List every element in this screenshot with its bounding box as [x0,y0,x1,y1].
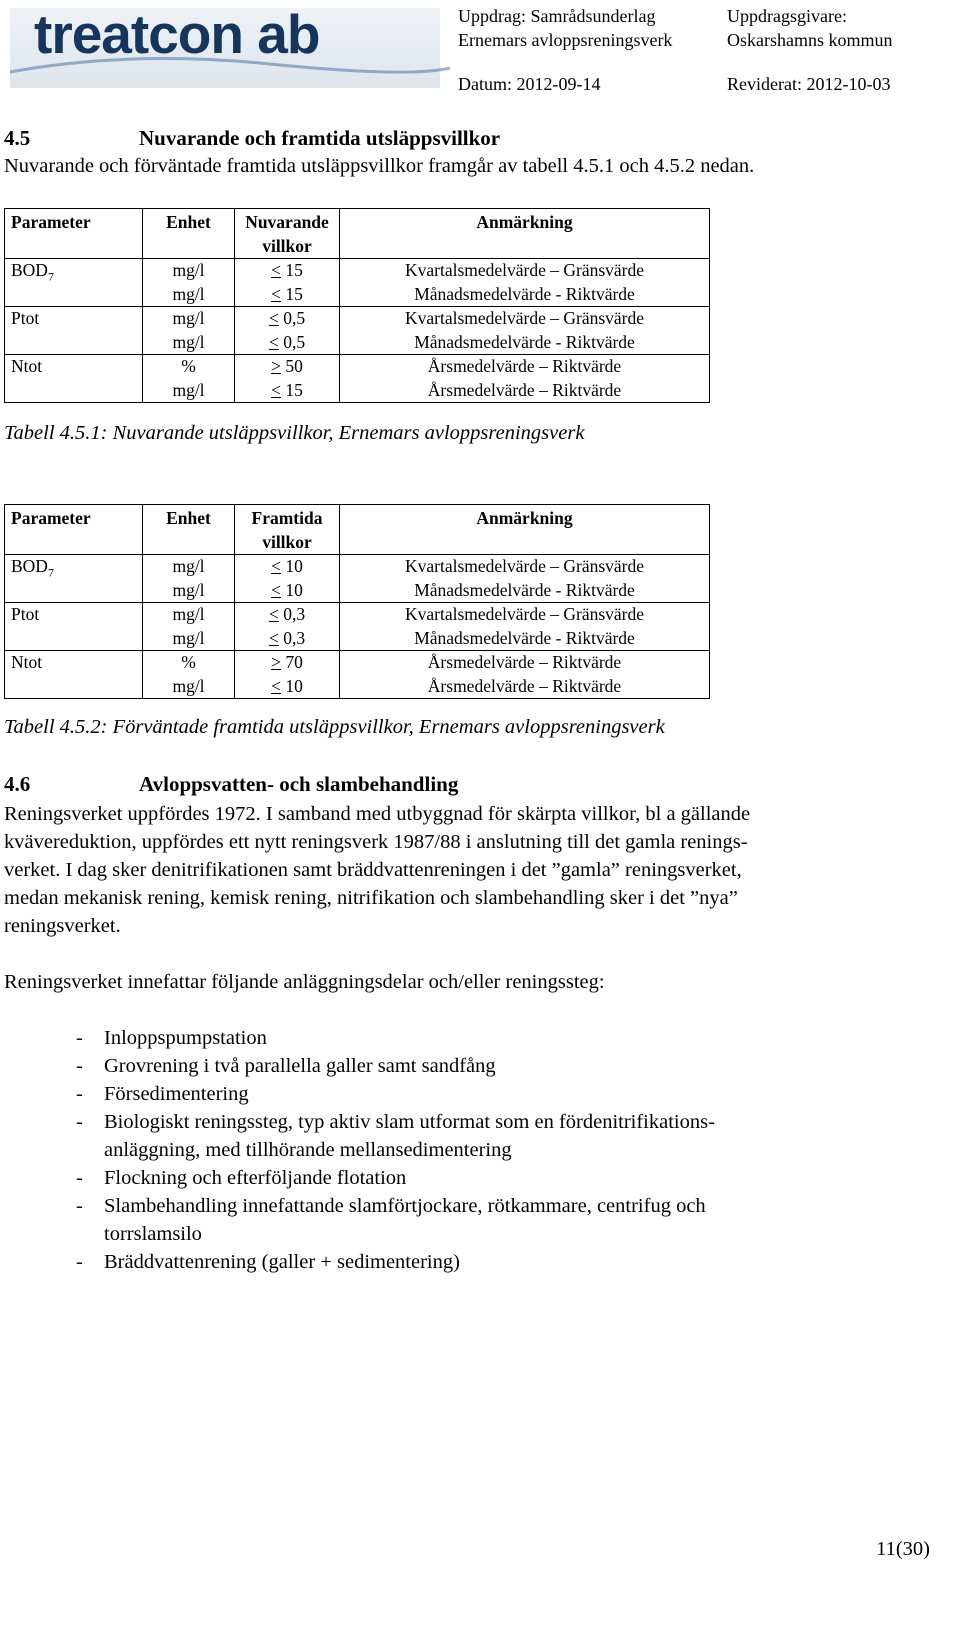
operator: < [271,379,281,400]
table-header-row [5,505,710,555]
operator: < [271,260,281,280]
unit-value: mg/l [172,308,205,328]
limit-value: 70 [285,652,303,672]
remark-cell [340,651,710,699]
logo-text: treatcon ab [34,3,320,65]
process-steps-list [0,1024,715,1276]
parameter-name: BOD [11,556,48,576]
limit-value: 10 [285,675,303,696]
value-cell [235,555,340,603]
remark-text: Kvartalsmedelvärde – Gränsvärde [404,260,645,280]
list-item-text: anläggning, med tillhörande mellansedimentering [104,1139,512,1161]
parameter-name: Ntot [11,652,43,672]
page-number: 11(30) [876,1538,930,1560]
table-caption: Tabell 4.5.1: Nuvarande utsläppsvillkor, Ernemars avloppsreningsverk [4,422,585,444]
current-conditions-table [4,208,710,403]
header-remark: Anmärkning [340,505,710,555]
unit-value: % [181,652,196,672]
page-header [0,0,960,110]
operator: > [271,652,281,672]
paragraph-line: reningsverket. [4,915,121,937]
paragraph-line: kvävereduktion, uppfördes ett nytt reningsverk 1987/88 i anslutning till det gamla renings- [4,831,748,853]
section-heading-4-6 [4,772,458,797]
remark-text: Årsmedelvärde – Riktvärde [427,652,622,672]
list-dash: - [76,1251,83,1273]
unit-value: mg/l [172,627,205,648]
list-item-text: Grovrening i två parallella galler samt sandfång [104,1055,496,1077]
remark-text: Månadsmedelvärde - Riktvärde [414,331,635,352]
list-item-text: Flockning och efterföljande flotation [104,1167,407,1189]
parameter-subscript: 7 [47,269,54,284]
list-dash: - [76,1195,83,1217]
parameter-cell [5,259,143,307]
header-condition: Framtida villkor [235,505,340,555]
remark-cell [340,259,710,307]
list-item-text: Biologiskt reningssteg, typ aktiv slam utformat som en fördenitrifikations- [104,1111,715,1133]
company-logo [10,2,440,90]
table-row [5,307,710,355]
operator: > [271,356,281,376]
list-item [0,1052,715,1080]
operator: < [268,331,279,352]
unit-value: mg/l [172,283,205,304]
table-row [5,603,710,651]
remark-text: Kvartalsmedelvärde – Gränsvärde [404,308,645,328]
unit-value: % [181,356,196,376]
paragraph-line: Reningsverket uppfördes 1972. I samband med utbyggnad för skärpta villkor, bl a gällande [4,803,751,825]
unit-cell [143,307,235,355]
table-caption: Tabell 4.5.2: Förväntade framtida utsläppsvillkor, Ernemars avloppsreningsverk [4,716,665,738]
parameter-name: Ntot [11,356,43,376]
unit-value: mg/l [172,331,205,352]
parameter-subscript: 7 [47,565,54,580]
section-number: 4.5 [4,126,31,150]
operator: < [271,579,281,600]
list-dash: - [76,1167,83,1189]
unit-value: mg/l [172,675,205,696]
client-name: Oskarshamns kommun [727,30,893,50]
parameter-cell [5,355,143,403]
remark-cell [340,355,710,403]
value-cell [235,355,340,403]
list-item [0,1080,715,1108]
value-cell [235,651,340,699]
client-label: Uppdragsgivare: [727,6,847,26]
remark-text: Kvartalsmedelvärde – Gränsvärde [404,604,645,624]
header-parameter: Parameter [5,209,143,259]
remark-text: Årsmedelvärde – Riktvärde [427,379,622,400]
operator: < [271,283,281,304]
unit-value: mg/l [172,579,205,600]
header-unit: Enhet [143,505,235,555]
remark-text: Månadsmedelvärde - Riktvärde [414,283,635,304]
section-number: 4.6 [4,772,31,796]
table-header-row [5,209,710,259]
list-item-text: Bräddvattenrening (galler + sedimentering) [104,1251,460,1273]
operator: < [268,604,279,624]
list-dash: - [76,1055,83,1077]
list-item-text: Inloppspumpstation [104,1027,267,1049]
section-intro: Nuvarande och förväntade framtida utsläppsvillkor framgår av tabell 4.5.1 och 4.5.2 nedan. [4,155,755,177]
paragraph-line: verket. I dag sker denitrifikationen samt bräddvattenreningen i det ”gamla” reningsverket, [4,859,742,881]
revised-label: Reviderat: 2012-10-03 [727,74,891,94]
operator: < [271,675,281,696]
section-title: Avloppsvatten- och slambehandling [139,772,459,796]
list-dash: - [76,1027,83,1049]
list-item-text: Försedimentering [104,1083,249,1105]
operator: < [271,556,281,576]
header-unit: Enhet [143,209,235,259]
date-label: Datum: 2012-09-14 [458,74,601,94]
parameter-name: Ptot [11,308,40,328]
header-condition: Nuvarande villkor [235,209,340,259]
limit-value: 50 [285,356,303,376]
paragraph-line: medan mekanisk rening, kemisk rening, nitrifikation och slambehandling sker i det ”nya” [4,887,738,909]
list-item-text: torrslamsilo [104,1223,202,1245]
list-item [0,1108,715,1164]
value-cell [235,603,340,651]
unit-cell [143,603,235,651]
parameter-cell [5,651,143,699]
remark-cell [340,555,710,603]
list-item [0,1192,715,1248]
value-cell [235,259,340,307]
unit-value: mg/l [172,556,205,576]
limit-value: 15 [285,260,303,280]
section-heading-4-5 [4,126,500,151]
limit-value: 0,3 [283,627,306,648]
operator: < [268,308,279,328]
list-item [0,1164,715,1192]
project-name: Ernemars avloppsreningsverk [458,30,673,50]
list-dash: - [76,1083,83,1105]
table-row [5,555,710,603]
limit-value: 15 [285,379,303,400]
table-row [5,651,710,699]
limit-value: 0,5 [283,331,306,352]
limit-value: 10 [285,579,303,600]
unit-cell [143,355,235,403]
limit-value: 15 [285,283,303,304]
parameter-cell [5,307,143,355]
remark-cell [340,307,710,355]
remark-text: Månadsmedelvärde - Riktvärde [414,579,635,600]
remark-text: Kvartalsmedelvärde – Gränsvärde [404,556,645,576]
header-remark: Anmärkning [340,209,710,259]
parameter-cell [5,603,143,651]
remark-cell [340,603,710,651]
list-item [0,1024,715,1052]
unit-cell [143,259,235,307]
list-dash: - [76,1111,83,1133]
future-conditions-table [4,504,710,699]
remark-text: Månadsmedelvärde - Riktvärde [414,627,635,648]
list-item [0,1248,715,1276]
value-cell [235,307,340,355]
unit-value: mg/l [172,260,205,280]
header-parameter: Parameter [5,505,143,555]
unit-cell [143,651,235,699]
unit-value: mg/l [172,379,205,400]
remark-text: Årsmedelvärde – Riktvärde [427,356,622,376]
unit-cell [143,555,235,603]
operator: < [268,627,279,648]
section-paragraph [4,800,750,940]
section-title: Nuvarande och framtida utsläppsvillkor [139,126,501,150]
assignment-label: Uppdrag: Samrådsunderlag [458,6,656,26]
unit-value: mg/l [172,604,205,624]
remark-text: Årsmedelvärde – Riktvärde [427,675,622,696]
table-row [5,259,710,307]
parameter-name: BOD [11,260,48,280]
list-intro: Reningsverket innefattar följande anläggningsdelar och/eller reningssteg: [4,971,605,993]
limit-value: 0,5 [283,308,306,328]
parameter-cell [5,555,143,603]
parameter-name: Ptot [11,604,40,624]
limit-value: 10 [285,556,303,576]
table-row [5,355,710,403]
list-item-text: Slambehandling innefattande slamförtjockare, rötkammare, centrifug och [104,1195,706,1217]
limit-value: 0,3 [283,604,306,624]
